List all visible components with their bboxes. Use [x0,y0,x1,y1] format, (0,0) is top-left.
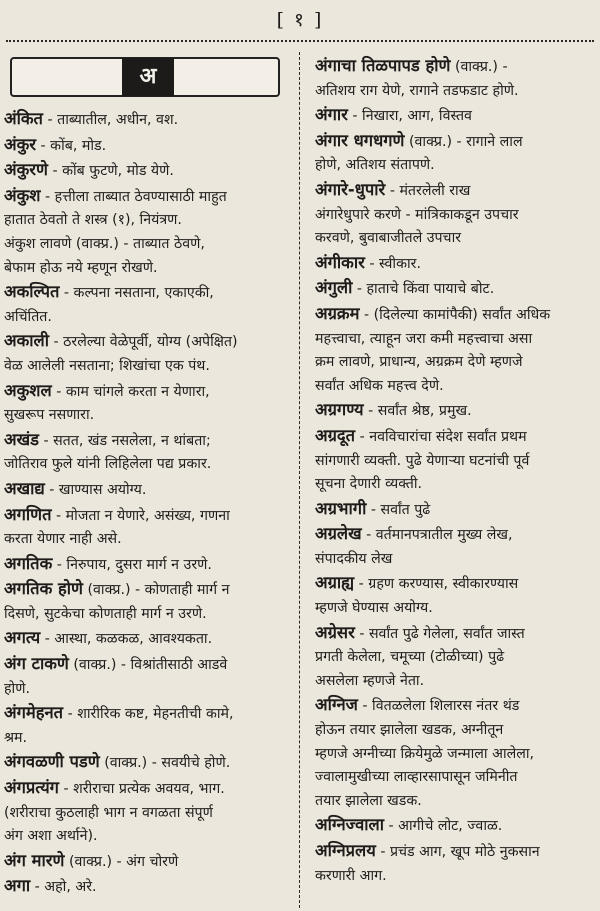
entry-continuation-line [315,865,596,889]
entry-continuation-line [4,404,290,428]
dictionary-entry [315,129,596,178]
entry-continuation-line [315,597,596,621]
definition-text: - हत्तीला ताब्यात ठेवण्यासाठी माहुत [40,188,227,205]
definition-text: अंगारेधुपारे करणे - मांत्रिकाकडून उपचार [315,206,519,223]
definition-text: (वाक्प्र.) - कोणताही मार्ग न [82,582,230,599]
headword: अगा [4,876,31,896]
entry-first-line [4,329,290,355]
definition-text: बेफाम होऊ नये म्हणून रोखणे. [4,259,158,276]
dictionary-entry [315,571,596,620]
definition-text: - ताब्यातील, अधीन, वश. [42,112,179,128]
entry-continuation-line [315,790,596,814]
definition-text: करणारी आग. [315,867,387,884]
entry-first-line [4,577,290,603]
entry-first-line [4,107,290,133]
dictionary-entry [4,280,290,329]
definition-text: सुखरूप नसणारा. [4,407,95,424]
definition-text: अतिशय राग येणे, रागाने तडफडाट होणे. [315,82,519,99]
definition-text: सूचना देणारी व्यक्ती. [315,476,423,493]
dictionary-entry [4,379,290,428]
headword: अग्निज्वाला [315,815,385,835]
entry-first-line [315,103,596,129]
dictionary-entry [315,839,596,888]
left-column [4,54,290,900]
headword: अखंड [4,429,39,449]
definition-text: - कोंब, मोड. [36,137,107,154]
section-letter: अ [122,58,174,96]
entry-continuation-line [315,450,596,474]
headword: अंगमेहनत [4,703,64,723]
headword: अंगारे-धुपारे [315,179,386,199]
entry-first-line [4,280,290,306]
headword: अग्राह्य [315,573,355,593]
dictionary-entry [315,424,596,497]
definition-text: (वाक्प्र.) - सवयीचे होणे. [99,755,231,772]
dictionary-entry [4,776,290,849]
entry-first-line [315,497,596,523]
entry-continuation-line [315,646,596,670]
definition-text: - सर्वांत श्रेष्ठ, प्रमुख. [363,403,472,420]
dictionary-entry [315,621,596,694]
headword: अंगवळणी पडणे [4,752,100,772]
entry-first-line [315,276,596,302]
entry-continuation-line [4,306,290,330]
entry-first-line [4,701,290,727]
dictionary-entry [315,178,596,251]
headword: अंगार [315,105,348,125]
entry-first-line [4,428,290,454]
headword: अकुशल [4,380,52,400]
dictionary-entry [4,503,290,552]
headword: अग्रक्रम [315,303,360,323]
definition-text: - स्वीकार. [364,255,421,272]
entry-continuation-line [4,528,290,552]
dictionary-entry [315,398,596,424]
entry-first-line [4,184,290,210]
headword: अंगाचा तिळपापड होणे [315,56,451,75]
definition-text: अंकुश लावणे (वाक्प्र.) - ताब्यात ठेवणे, [4,235,205,252]
definition-text: होणे. [4,680,30,697]
entry-first-line [4,158,290,184]
entry-first-line [315,693,596,719]
dictionary-entry [4,652,290,701]
headword: अग्निज [315,695,358,715]
definition-text: - अहो, अरे. [30,879,97,896]
headword: अंकुर [4,134,37,154]
dictionary-entry [4,552,290,578]
headword: अग्रदूत [315,425,356,445]
definition-text: - नवविचारांचा संदेश सर्वांत प्रथम [355,428,527,445]
entry-continuation-line [315,328,596,352]
definition-text: - निरुपाय, दुसरा मार्ग न उरणे. [52,556,212,573]
entry-first-line [4,552,290,578]
entry-first-line [4,750,290,776]
headword: अगतिक [4,553,53,573]
definition-text: तयार झालेला खडक. [315,792,422,809]
entry-first-line [4,477,290,503]
entry-continuation-line [315,473,596,497]
definition-text: - निखारा, आग, विस्तव [347,108,472,125]
definition-text: - प्रचंड आग, खूप मोठे नुकसान [375,844,540,860]
dictionary-entry [315,302,596,398]
dictionary-entry [315,54,596,103]
entry-continuation-line [315,227,596,251]
entry-continuation-line [4,678,290,702]
definition-text: - वर्तमानपत्रातील मुख्य लेख, [361,527,513,544]
entry-first-line [315,839,596,865]
entry-continuation-line [315,766,596,790]
definition-text: होणे, अतिशय संतापणे. [315,157,435,174]
dictionary-entry [4,107,290,133]
definition-text: म्हणजे अग्नीच्या क्रियेमुळे जन्माला आलेला, [315,745,535,762]
dictionary-entry [4,750,290,776]
definition-text: (वाक्प्र.) - विश्रांतीसाठी आडवे [68,657,228,674]
definition-text: प्रगती केलेला, चमूच्या (टोळीच्या) पुढे [315,649,505,666]
definition-text: (वाक्प्र.) - अंग चोरणे [64,853,179,870]
dictionary-entry [4,133,290,159]
entry-continuation-line [4,802,290,826]
entry-continuation-line [4,355,290,379]
entry-first-line [315,813,596,839]
definition-text: म्हणजे घेण्यास अयोग्य. [315,600,433,617]
definition-text: - आस्था, कळकळ, आवश्यकता. [40,631,213,648]
dictionary-entry [315,522,596,571]
entry-continuation-line [4,209,290,233]
definition-text: - सर्वांत पुढे गेलेला, सर्वांत जास्त [354,625,525,642]
headword: अंग टाकणे [4,654,69,674]
definition-text: करवणे, बुवाबाजीतले उपचार [315,230,462,247]
right-entry-list [315,54,596,888]
dictionary-entry [4,701,290,750]
entry-continuation-line [4,453,290,477]
definition-text: क्रम लावणे, प्राधान्य, अग्रक्रम देणे म्हणजे [315,354,523,371]
definition-text: (वाक्प्र.) - रागाने लाल [404,133,523,150]
headword: अग्रलेख [315,524,362,544]
definition-text: - शारीरिक कष्ट, मेहनतीची कामे, [63,706,234,723]
page-number: [ १ ] [276,9,324,31]
headword: अंगप्रत्यंग [4,778,59,798]
entry-first-line [315,522,596,548]
entry-continuation-line [315,204,596,228]
entry-first-line [4,776,290,802]
dictionary-entry [315,693,596,813]
definition-text: वेळ आलेली नसताना; शिखांचा एक पंथ. [4,357,210,374]
headword: अंकुरणे [4,160,48,180]
definition-text: अंग अशा अर्थाने). [4,828,98,845]
entry-first-line [315,621,596,647]
entry-first-line [4,503,290,529]
definition-text: (वाक्प्र.) - [450,59,508,75]
entry-first-line [315,129,596,155]
headword: अग्रभागी [315,498,367,518]
entry-continuation-line [4,257,290,281]
entry-first-line [315,571,596,597]
definition-text: - मंतरलेली राख [385,182,471,199]
dictionary-entry [315,251,596,277]
definition-text: सांगणारी व्यक्ती. पुढे येणाऱ्या घटनांची पूर्व [315,452,530,469]
definition-text: हातात ठेवतो ते शस्त्र (१), नियंत्रण. [4,212,182,229]
entry-continuation-line [4,727,290,751]
entry-first-line [315,424,596,450]
dictionary-entry [4,184,290,280]
headword: अंकुश [4,185,41,205]
entry-first-line [4,849,290,875]
entry-continuation-line [315,670,596,694]
headword: अंगीकार [315,252,365,272]
entry-first-line [315,398,596,424]
left-entry-list [4,107,290,900]
entry-continuation-line [315,548,596,572]
definition-text: - कल्पना नसताना, एकाएकी, [59,285,214,302]
entry-first-line [315,178,596,204]
definition-text: - खाण्यास अयोग्य. [44,481,147,498]
definition-text: करता येणार नाही असे. [4,531,122,548]
headword: अंग मारणे [4,850,65,870]
headword: अंगार धगधगणे [315,130,405,150]
headword: अगतिक होणे [4,579,83,599]
headword: अकाली [4,331,50,351]
headword: अग्रेसर [315,622,355,642]
dictionary-entry [4,577,290,626]
dictionary-entry [4,158,290,184]
definition-text: (शरीराचा कुठलाही भाग न वगळता संपूर्ण [4,804,213,821]
definition-text: - कोंब फुटणे, मोड येणे. [47,163,174,180]
definition-text: - मोजता न येणारे, असंख्य, गणना [51,507,230,524]
definition-text: - ठरलेल्या वेळेपूर्वी, योग्य (अपेक्षित) [49,334,238,351]
entry-first-line [4,133,290,159]
definition-text: - सर्वांत पुढे [366,501,431,518]
dictionary-entry [315,103,596,129]
headword: अखाद्य [4,478,45,498]
definition-text: - काम चांगले करता न येणारा, [51,383,210,400]
entry-first-line [315,251,596,277]
definition-text: श्रम. [4,729,28,746]
headword: अग्रगण्य [315,400,364,420]
definition-text: दिसणे, सुटकेचा कोणताही मार्ग न उरणे. [4,605,207,622]
entry-first-line [4,626,290,652]
dictionary-entry [4,477,290,503]
entry-first-line [4,874,290,900]
headword: अकल्पित [4,282,60,302]
dictionary-entry [315,813,596,839]
headword: अगणित [4,504,52,524]
entry-continuation-line [315,351,596,375]
definition-text: - (दिलेल्या कामांपैकी) सर्वांत अधिक [359,306,551,323]
section-header [10,57,280,97]
dictionary-entry [4,626,290,652]
top-dotted-rule [6,40,594,42]
entry-continuation-line [315,154,596,178]
entry-continuation-line [4,233,290,257]
definition-text: संपादकीय लेख [315,550,393,567]
definition-text: होऊन तयार झालेला खडक, अग्नीतून [315,722,504,739]
entry-continuation-line [315,80,596,104]
definition-text: - हाताचे किंवा पायाचे बोट. [352,281,495,298]
definition-text: सर्वांत अधिक महत्त्व देणे. [315,377,444,394]
entry-continuation-line [4,825,290,849]
headword: अंकित [4,109,43,128]
dictionary-entry [4,849,290,875]
dictionary-entry [4,874,290,900]
definition-text: अचिंतित. [4,308,52,325]
definition-text: महत्त्वाचा, त्याहून जरा कमी महत्त्वाचा असा [315,330,533,347]
entry-first-line [315,54,596,80]
headword: अगत्य [4,628,41,648]
entry-continuation-line [315,743,596,767]
dictionary-entry [315,497,596,523]
definition-text: - वितळलेला शिलारस नंतर थंड [357,698,520,715]
definition-text: ज्वालामुखीच्या लाव्हारसापासून जमिनीत [315,769,518,786]
entry-continuation-line [315,375,596,399]
definition-text: - सतत, खंड नसलेला, न थांबता; [38,432,211,449]
column-divider [299,52,300,908]
entry-first-line [4,652,290,678]
headword: अग्निप्रलय [315,841,376,860]
dictionary-entry [4,329,290,378]
entry-first-line [4,379,290,405]
right-column [315,54,596,888]
dictionary-entry [4,428,290,477]
definition-text: - ग्रहण करण्यास, स्वीकारण्यास [354,576,519,593]
definition-text: जोतिराव फुले यांनी लिहिलेला पद्य प्रकार. [4,456,212,473]
entry-continuation-line [315,719,596,743]
headword: अंगुली [315,278,353,298]
dictionary-entry [315,276,596,302]
entry-continuation-line [4,603,290,627]
definition-text: असलेला म्हणजे नेता. [315,672,425,689]
entry-first-line [315,302,596,328]
definition-text: - शरीराचा प्रत्येक अवयव, भाग. [58,781,225,798]
definition-text: - आगीचे लोट, ज्वाळ. [384,818,503,835]
